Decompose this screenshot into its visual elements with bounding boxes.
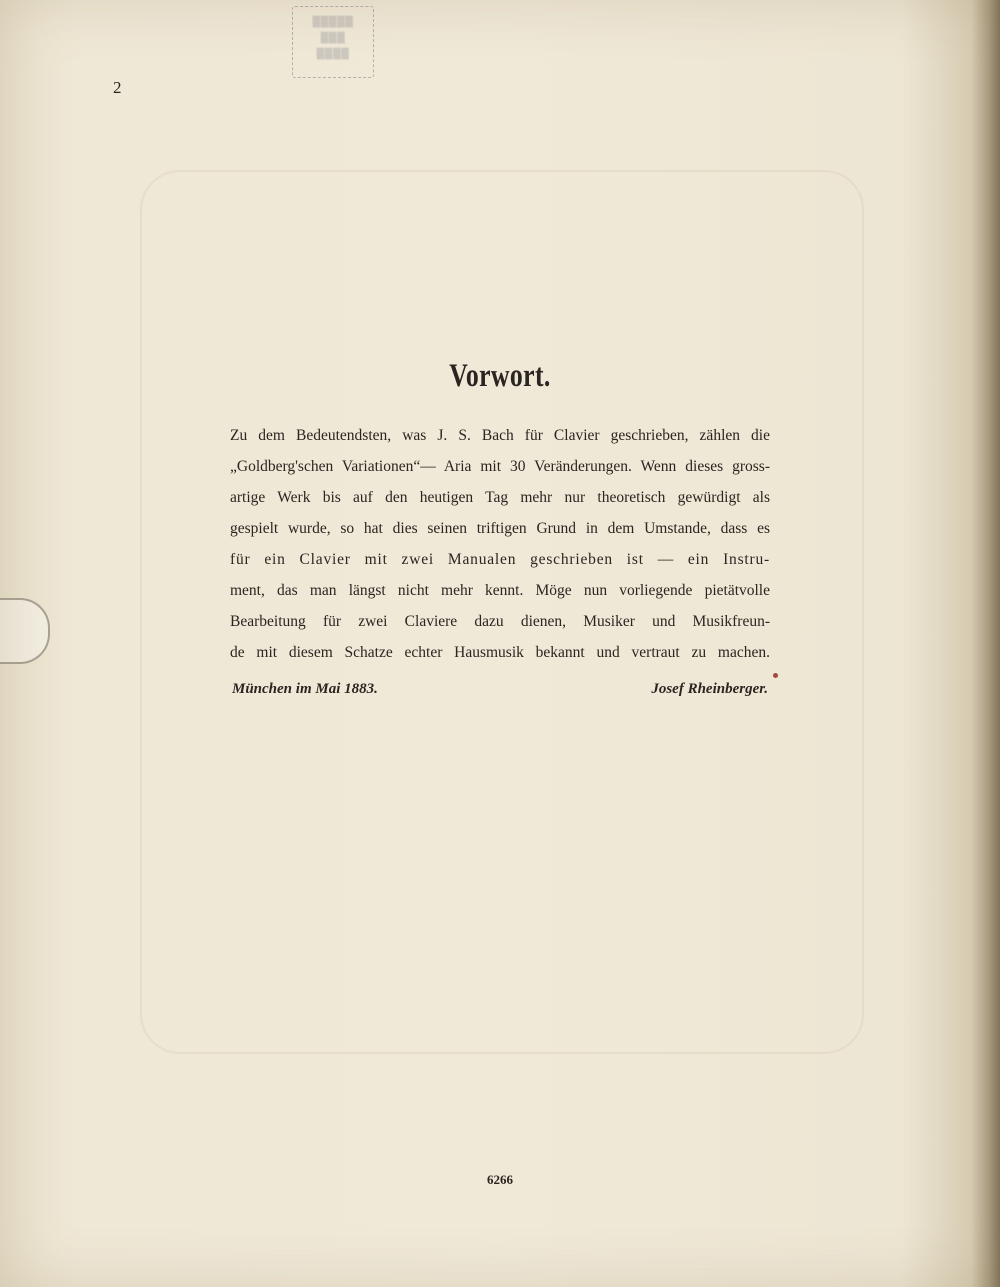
paper-clip (0, 598, 50, 664)
text-line: „Goldberg'schen Variationen“— Aria mit 30 Veränderungen. Wenn dieses gross- (230, 458, 770, 475)
text-line: für ein Clavier mit zwei Manualen geschrieben ist — ein Instru- (230, 551, 770, 568)
author-signature: Josef Rheinberger. (651, 681, 768, 697)
page-number: 2 (113, 78, 122, 97)
library-stamp: ▒▒▒▒▒ ▒▒▒ ▒▒▒▒ (292, 6, 374, 78)
plate-number: 6266 (487, 1172, 513, 1187)
place-date: München im Mai 1883. (232, 681, 378, 697)
preface-text (230, 420, 770, 668)
text-line: de mit diesem Schatze echter Hausmusik bekannt und vertraut zu machen. (230, 644, 770, 661)
page-title: Vorwort. (449, 358, 551, 394)
text-line: Bearbeitung für zwei Claviere dazu dienen, Musiker und Musikfreun- (230, 613, 770, 630)
ink-spot (773, 673, 778, 678)
text-line: Zu dem Bedeutendsten, was J. S. Bach für Clavier geschrieben, zählen die (230, 427, 770, 444)
text-line: gespielt wurde, so hat dies seinen triftigen Grund in dem Umstande, dass es (230, 520, 770, 537)
page-edge-shadow (972, 0, 1000, 1287)
text-line: ment, das man längst nicht mehr kennt. Möge nun vorliegende pietätvolle (230, 582, 770, 599)
text-line: artige Werk bis auf den heutigen Tag mehr nur theoretisch gewürdigt als (230, 489, 770, 506)
